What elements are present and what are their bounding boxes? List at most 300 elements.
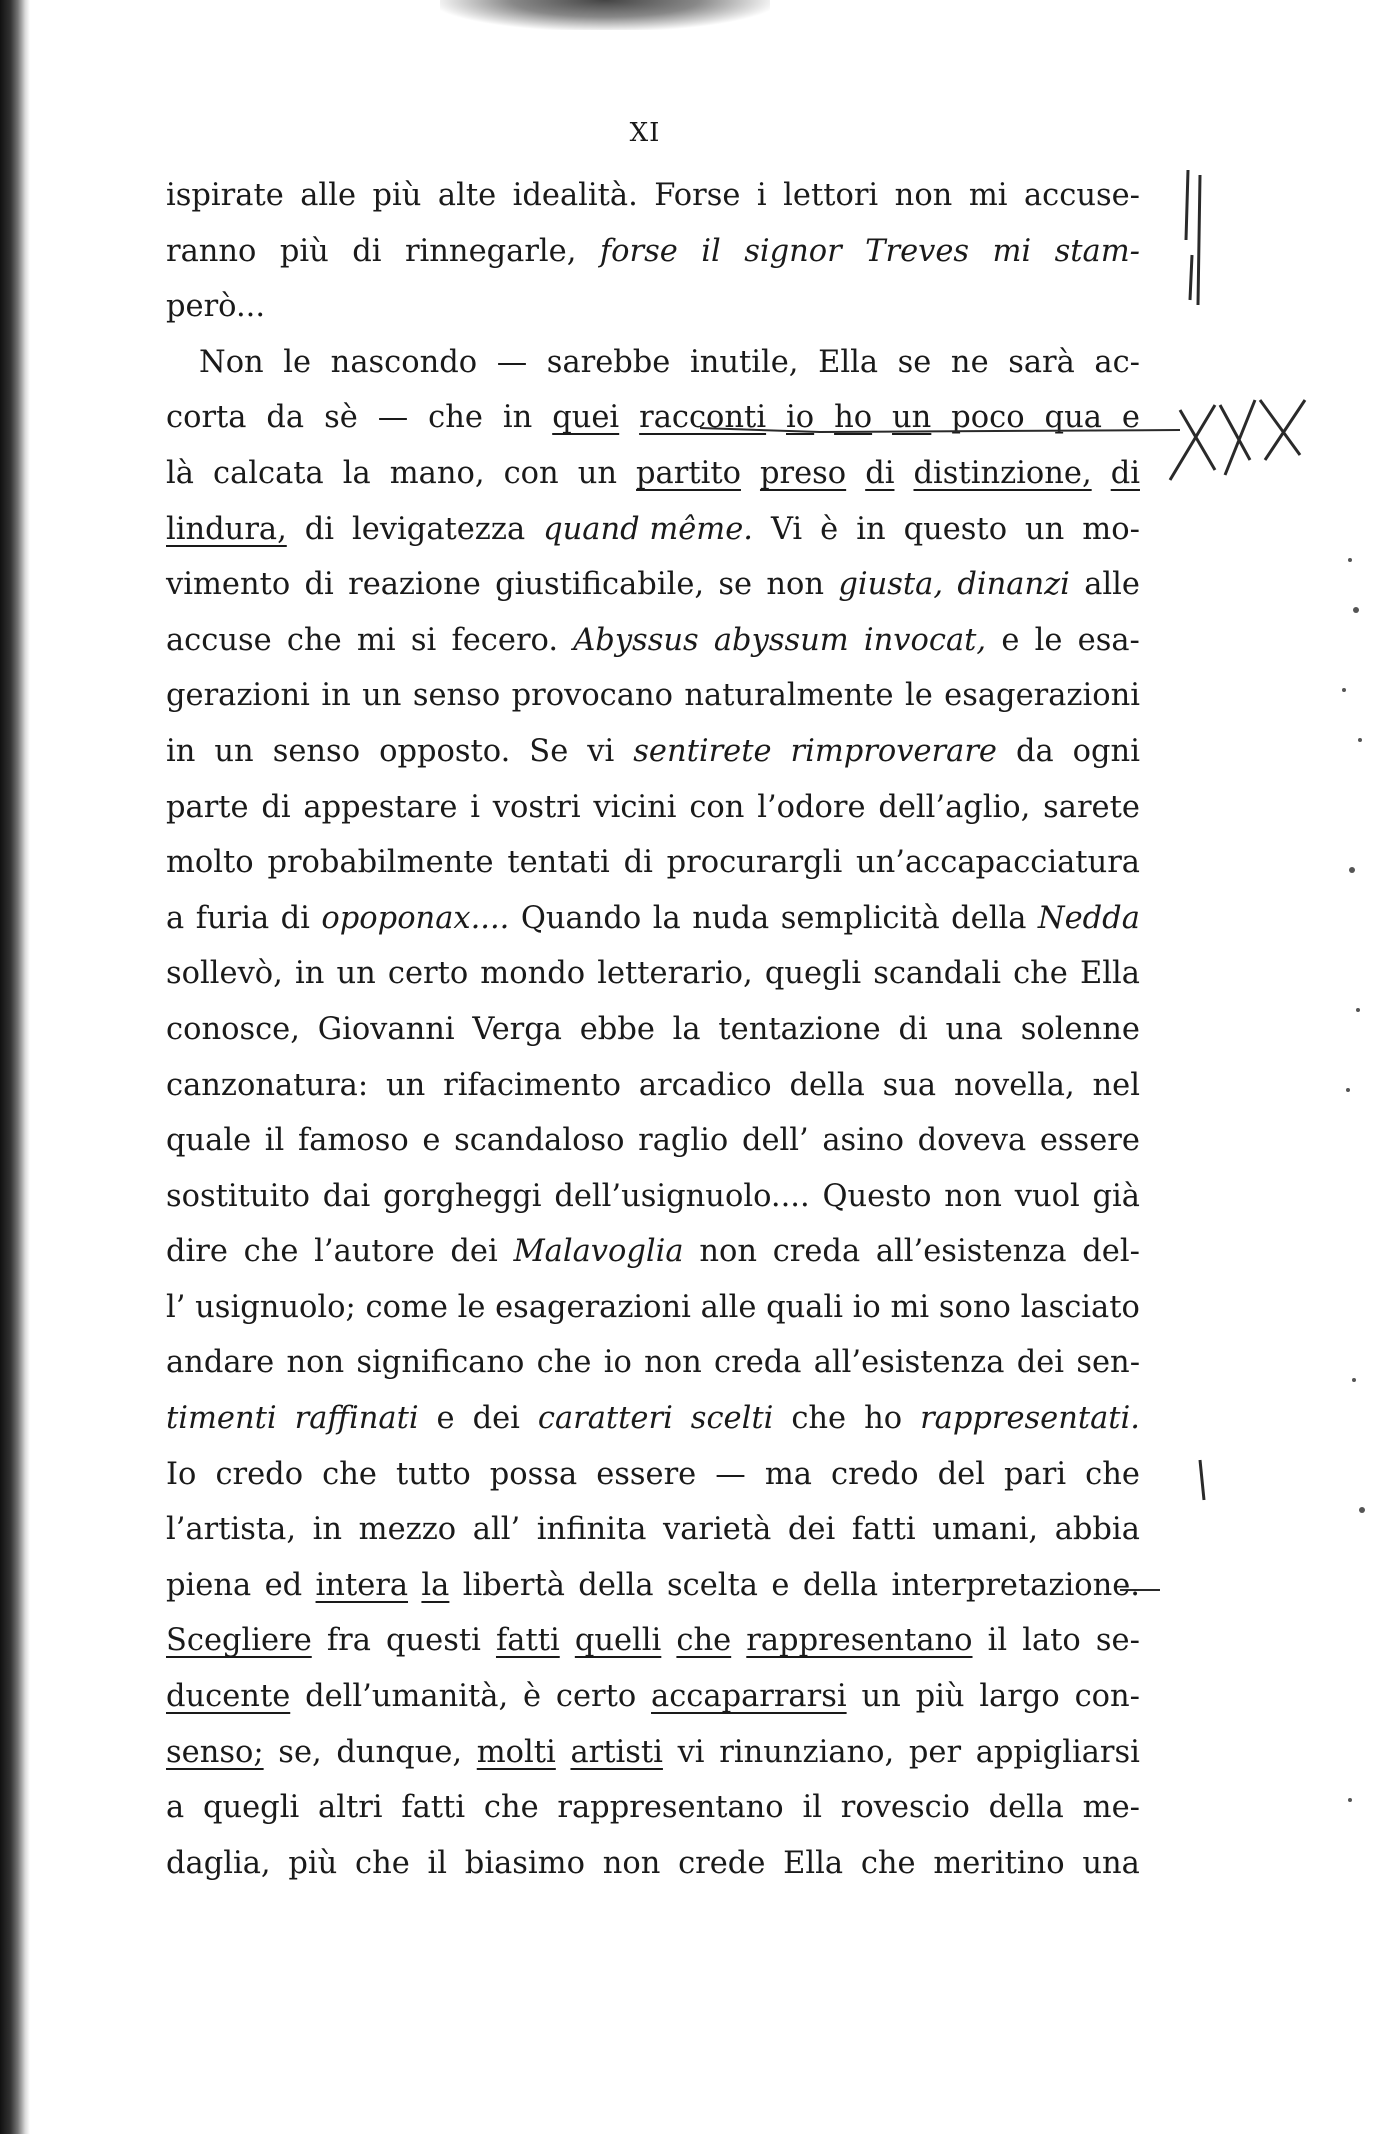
word: della [802, 1567, 879, 1603]
word: mi [356, 622, 396, 658]
word: — [377, 400, 409, 436]
word: ebbe [579, 1011, 655, 1047]
word: esagerazioni [944, 678, 1140, 714]
word: largo [979, 1679, 1060, 1715]
word: varietà [663, 1512, 772, 1548]
word: fecero. [451, 622, 559, 658]
word: Questo [822, 1178, 932, 1214]
word: vicini [593, 789, 677, 825]
word: quelli [574, 1623, 662, 1659]
word: fatti [401, 1790, 466, 1826]
margin-bracket-top [1186, 170, 1200, 305]
word: Scegliere [166, 1623, 312, 1659]
word: molto [166, 845, 254, 881]
word: non [944, 1178, 1002, 1214]
word: gerazioni [166, 678, 310, 714]
word: in [502, 400, 533, 436]
word: l’autore [314, 1234, 435, 1270]
word: che [1013, 956, 1068, 992]
word: di [352, 233, 382, 269]
word: creda [714, 1345, 802, 1381]
word: se, [278, 1734, 322, 1770]
word: lasciato [1020, 1289, 1140, 1325]
word: che [1085, 1456, 1140, 1492]
word: ranno [166, 233, 257, 269]
word: più [372, 178, 422, 213]
word: semplicità [780, 900, 940, 936]
word: un’accapacciatura [855, 845, 1140, 881]
word: vi [587, 733, 615, 769]
word: mi [968, 178, 1008, 213]
word: non [699, 1234, 757, 1270]
word: rovescio [840, 1790, 970, 1826]
word: in [321, 678, 351, 714]
word: fatti [851, 1512, 916, 1548]
word: che [355, 1845, 410, 1881]
word: non [286, 1345, 345, 1381]
word: sarete [1043, 789, 1140, 825]
word: un [336, 956, 376, 992]
word: sarà [1008, 344, 1075, 380]
word: molti [476, 1734, 556, 1770]
word: corta [166, 400, 247, 436]
word: canzonatura: [166, 1067, 369, 1103]
word: quegli [202, 1790, 300, 1826]
word: ho [834, 400, 873, 436]
word: ma [764, 1456, 812, 1492]
word: asino [822, 1123, 904, 1159]
word: questi [386, 1623, 481, 1659]
word: Se [529, 733, 569, 769]
word: credo [831, 1456, 919, 1492]
word: Verga [472, 1011, 562, 1047]
word: sen- [1076, 1345, 1140, 1381]
word: daglia, [166, 1845, 271, 1881]
word: a [166, 900, 185, 936]
word: la [672, 1011, 701, 1047]
word: Quando [520, 900, 642, 936]
word: umani, [932, 1512, 1039, 1548]
word: e [1001, 622, 1020, 658]
word: usignuolo; [195, 1289, 356, 1325]
word: già [1092, 1178, 1140, 1214]
word: un [1025, 511, 1065, 547]
word: il [802, 1790, 822, 1826]
word: della [988, 1790, 1064, 1826]
word: timenti [166, 1401, 277, 1437]
word: all’ [472, 1512, 521, 1548]
word: Ella [783, 1845, 844, 1881]
word: opoponax.... [321, 900, 510, 936]
margin-cross-marks [1170, 400, 1305, 480]
word: ducente [166, 1679, 291, 1715]
word: — [496, 344, 528, 380]
word: i [470, 789, 480, 825]
word: che [860, 1845, 916, 1881]
word: letterario, [597, 956, 753, 992]
word: senso [412, 678, 501, 714]
word: giusta, [838, 567, 944, 603]
word: di [1110, 455, 1140, 491]
word: l’ [166, 1289, 186, 1325]
word: andare [166, 1345, 275, 1381]
word: mi [992, 233, 1032, 269]
margin-tick-mark [1200, 1460, 1204, 1500]
annotation-strike-line [700, 428, 1180, 432]
word: artisti [570, 1734, 663, 1770]
word: un [385, 1067, 426, 1103]
word: lato [1022, 1623, 1081, 1659]
word: Vi [770, 511, 803, 547]
word: gorgheggi [383, 1178, 542, 1214]
word: me- [1082, 1790, 1140, 1826]
word: di [623, 845, 653, 881]
word: dell’usignuolo.... [554, 1178, 810, 1214]
word: alle [700, 1289, 757, 1325]
word: creda [772, 1234, 861, 1270]
word: ho [864, 1401, 903, 1437]
word: scelti [690, 1401, 774, 1437]
word: reazione [348, 567, 481, 603]
word: all’esistenza [875, 1234, 1067, 1270]
word: distinzione, [913, 455, 1092, 491]
word: che [428, 400, 483, 436]
word: del [937, 1456, 985, 1492]
word: Malavoglia [513, 1234, 684, 1270]
word: fatti [495, 1623, 560, 1659]
word: alle [300, 178, 356, 213]
word: mondo [480, 956, 586, 992]
word: naturalmente [684, 678, 894, 714]
word: da [266, 400, 305, 436]
word: rappresentati. [920, 1401, 1140, 1437]
word: ispirate [166, 178, 284, 213]
word: là [166, 455, 194, 491]
word: la [421, 1567, 450, 1603]
word: credo [215, 1456, 304, 1492]
word: il [701, 233, 721, 269]
word: in [312, 1512, 343, 1548]
word: essere [1039, 1123, 1140, 1159]
word: che [676, 1623, 732, 1659]
word: se- [1095, 1623, 1140, 1659]
word: raffinati [294, 1401, 419, 1437]
word: che [483, 1790, 539, 1826]
word: ne [950, 344, 989, 380]
word: novella, [953, 1067, 1075, 1103]
word: certo [387, 956, 469, 992]
page-number: XI [629, 118, 661, 148]
word: giustificabile, [495, 567, 705, 603]
word: — [715, 1456, 746, 1492]
word: Abyssus [573, 622, 699, 658]
word: che [286, 622, 342, 658]
word: che [243, 1234, 299, 1270]
word: non [644, 1345, 702, 1381]
word: lindura, [166, 511, 287, 547]
word: probabilmente [267, 845, 494, 881]
word: l’artista, [166, 1512, 297, 1548]
word: sostituito [166, 1178, 310, 1214]
word: significano [356, 1345, 525, 1381]
word: provocano [511, 678, 673, 714]
word: sarebbe [546, 344, 671, 380]
word: il [427, 1845, 448, 1881]
word: di [304, 511, 335, 547]
word: un [214, 733, 254, 769]
word: e [422, 1123, 441, 1159]
word: dei [787, 1512, 836, 1548]
word: rifacimento [443, 1067, 622, 1103]
word: stam- [1054, 233, 1140, 269]
word: Treves [865, 233, 970, 269]
word: l’odore [757, 789, 866, 825]
word: mezzo [358, 1512, 457, 1548]
word: senso; [166, 1734, 264, 1770]
word: signor [744, 233, 842, 269]
word: i [756, 178, 767, 213]
word: questo [903, 511, 1008, 547]
word: nuda [692, 900, 770, 936]
word: nascondo [330, 344, 478, 380]
word: mi [890, 1289, 930, 1325]
word: le [457, 1289, 486, 1325]
word: alle [1084, 567, 1140, 603]
word: sono [938, 1289, 1011, 1325]
word: più [288, 1845, 338, 1881]
word: quale [166, 1123, 252, 1159]
word: abyssum [713, 622, 849, 658]
word: scelta [666, 1567, 758, 1603]
word: io [603, 1345, 632, 1381]
word: la [652, 900, 681, 936]
word: accuse [166, 622, 272, 658]
word: racconti [639, 400, 767, 436]
word: io [852, 1289, 881, 1325]
word: appestare [303, 789, 458, 825]
word: scandaloso [454, 1123, 625, 1159]
word: più [279, 233, 329, 269]
word: quegli [764, 956, 862, 992]
word: fra [326, 1623, 371, 1659]
word: rappresentano [746, 1623, 973, 1659]
word: appigliarsi [975, 1734, 1140, 1770]
word: lettori [783, 178, 879, 213]
word: più [915, 1679, 965, 1715]
word: ac- [1094, 344, 1140, 380]
word: tentati [507, 845, 610, 881]
word: alte [437, 178, 497, 213]
word: esa- [1077, 622, 1140, 658]
word: parte [166, 789, 249, 825]
word: io [786, 400, 815, 436]
word: dai [322, 1178, 371, 1214]
word: arcadico [638, 1067, 772, 1103]
word: possa [489, 1456, 578, 1492]
word: mano, [389, 455, 485, 491]
word: solenne [1020, 1011, 1140, 1047]
word: le [283, 344, 312, 380]
word: libertà [462, 1567, 565, 1603]
word: scandali [873, 956, 1001, 992]
word: una [1082, 1845, 1140, 1881]
word: biasimo [464, 1845, 585, 1881]
word: Ella [818, 344, 879, 380]
word: di [280, 900, 310, 936]
word: vimento [166, 567, 291, 603]
word: pari [1004, 1456, 1067, 1492]
word: rimproverare [790, 733, 997, 769]
word: dei [450, 1234, 498, 1270]
word: senso [272, 733, 361, 769]
word: un [892, 400, 932, 436]
word: vuol [1014, 1178, 1080, 1214]
word: rinunziano, [719, 1734, 895, 1770]
word: in [166, 733, 196, 769]
word: poco [951, 400, 1025, 436]
word: quali [766, 1289, 843, 1325]
word: intera [315, 1567, 409, 1603]
word: le [904, 678, 933, 714]
word: si [410, 622, 437, 658]
word: raglio [638, 1123, 729, 1159]
word: idealità. [512, 178, 638, 213]
word: in [294, 956, 325, 992]
word: Non [199, 344, 264, 380]
word: doveva [917, 1123, 1027, 1159]
word: dinanzi [957, 567, 1070, 603]
word: una [945, 1011, 1003, 1047]
word: se [718, 567, 753, 603]
word: dei [1016, 1345, 1065, 1381]
word: interpretazione. [891, 1567, 1140, 1603]
word: accaparrarsi [651, 1679, 847, 1715]
word: essere [596, 1456, 697, 1492]
word: di [865, 455, 895, 491]
word: Ella [1079, 956, 1140, 992]
word: della [789, 1067, 865, 1103]
word: la [342, 455, 371, 491]
word: tutto [395, 1456, 471, 1492]
word: inutile, [689, 344, 799, 380]
word: del- [1082, 1234, 1140, 1270]
word: sentirete [633, 733, 772, 769]
word: che [791, 1401, 847, 1437]
word: dire [166, 1234, 228, 1270]
word: Giovanni [317, 1011, 455, 1047]
word: della [951, 900, 1027, 936]
word: le [1034, 622, 1063, 658]
word: invocat, [863, 622, 987, 658]
word: quei [552, 400, 620, 436]
word: vostri [492, 789, 581, 825]
word: calcata [212, 455, 324, 491]
word: Nedda [1037, 900, 1140, 936]
word: che [322, 1456, 377, 1492]
word: con [689, 789, 745, 825]
word: un [577, 455, 617, 491]
word: certo [555, 1679, 637, 1715]
word: il [987, 1623, 1008, 1659]
word: non [894, 178, 953, 213]
word: rappresentano [557, 1790, 784, 1826]
word: caratteri [537, 1401, 673, 1437]
word: vi [677, 1734, 705, 1770]
word: preso [759, 455, 847, 491]
word: e [436, 1401, 455, 1437]
word: per [908, 1734, 962, 1770]
word: come [365, 1289, 448, 1325]
word: sua [882, 1067, 937, 1103]
word: è [522, 1679, 542, 1715]
word: e [771, 1567, 790, 1603]
word: di [898, 1011, 928, 1047]
word: dell’aglio, [878, 789, 1031, 825]
word: conosce, [166, 1011, 300, 1047]
word: rinnegarle, [404, 233, 577, 269]
word: dell’umanità, [305, 1679, 509, 1715]
word: un [861, 1679, 901, 1715]
word: nel [1092, 1067, 1140, 1103]
word: non [766, 567, 825, 603]
word: infinita [536, 1512, 647, 1548]
word: ed [264, 1567, 303, 1603]
word: dell’ [741, 1123, 809, 1159]
word: quand même. [543, 511, 753, 547]
word: Io [166, 1456, 197, 1492]
word: in [856, 511, 886, 547]
word: non [602, 1845, 661, 1881]
word: dei [472, 1401, 520, 1437]
word: sè [324, 400, 358, 436]
word: ogni [1072, 733, 1140, 769]
word: levigatezza [352, 511, 526, 547]
word: procurargli [666, 845, 843, 881]
word: accuse- [1023, 178, 1140, 213]
word: crede [678, 1845, 766, 1881]
word: altri [318, 1790, 383, 1826]
word: all’esistenza [813, 1345, 1005, 1381]
word: a [166, 1790, 185, 1826]
word: opposto. [379, 733, 511, 769]
word: mo- [1082, 511, 1140, 547]
word: abbia [1054, 1512, 1140, 1548]
word: con [503, 455, 559, 491]
word: se [897, 344, 932, 380]
right-edge-specks [1342, 558, 1365, 1802]
word: di [261, 789, 291, 825]
word: però... [166, 289, 266, 325]
word: esagerazioni [495, 1289, 691, 1325]
word: un [362, 678, 402, 714]
word: dunque, [336, 1734, 463, 1770]
word: da [1015, 733, 1054, 769]
word: della [578, 1567, 654, 1603]
word: partito [636, 455, 741, 491]
word: che [536, 1345, 592, 1381]
word: forse [599, 233, 678, 269]
word: piena [166, 1567, 252, 1603]
word: il [264, 1123, 285, 1159]
word: furia [195, 900, 270, 936]
word: sollevò, [166, 956, 283, 992]
word: con- [1074, 1679, 1140, 1715]
word: e [1121, 400, 1140, 436]
word: Forse [654, 178, 741, 213]
word: qua [1044, 400, 1102, 436]
word: è [820, 511, 839, 547]
word: di [304, 567, 334, 603]
